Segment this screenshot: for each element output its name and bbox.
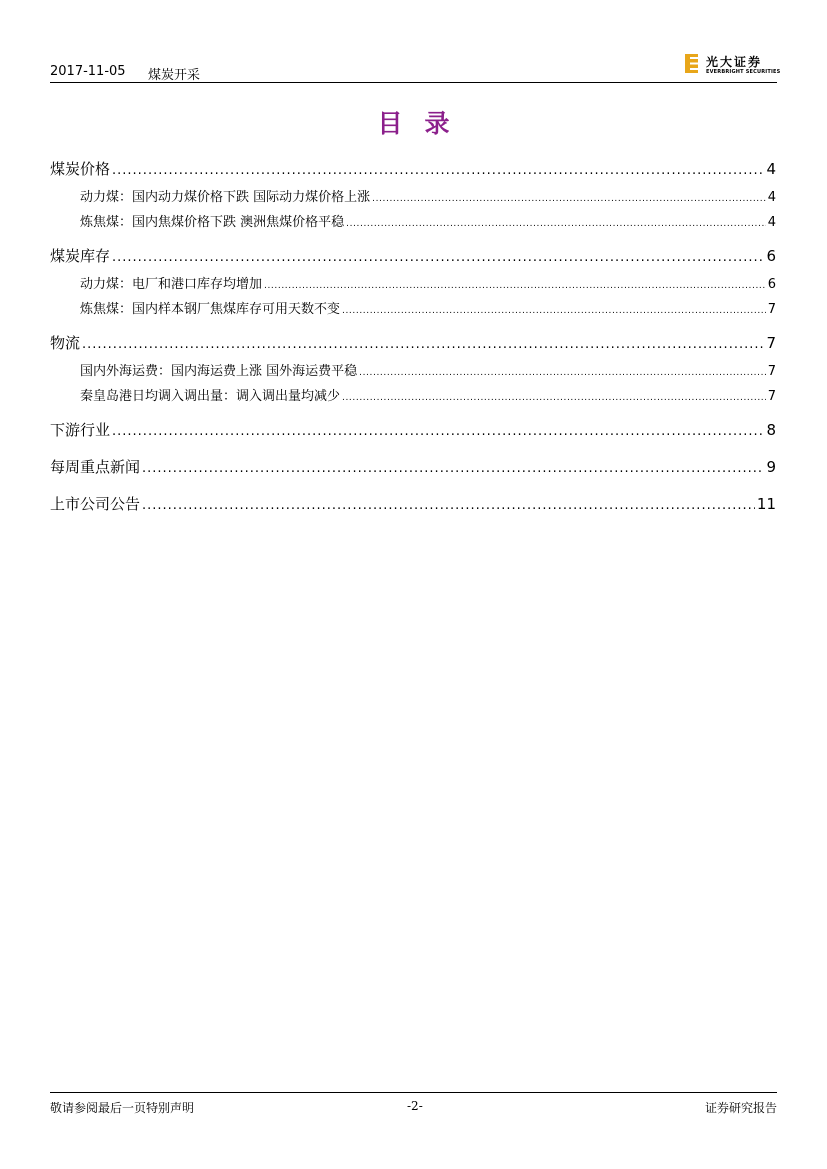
toc-entry[interactable]	[50, 419, 776, 440]
toc-dot-leader	[342, 302, 766, 317]
page-header	[50, 52, 781, 83]
toc-entry-label: 动力煤：电厂和港口库存均增加	[80, 277, 263, 292]
toc-dot-leader	[342, 389, 766, 404]
toc-entry-page: 6	[767, 277, 776, 292]
toc-entry-page: 4	[767, 215, 776, 230]
toc-entry[interactable]	[50, 456, 776, 477]
toc-entry-page: 7	[766, 334, 776, 352]
toc-entry[interactable]	[50, 332, 776, 353]
toc-entry-page: 4	[767, 190, 776, 205]
toc-entry[interactable]	[50, 245, 776, 266]
toc-dot-leader	[264, 277, 766, 292]
logo-english-text: EVERBRIGHT SECURITIES	[706, 69, 781, 75]
toc-entry-label: 煤炭价格	[50, 160, 111, 178]
toc-entry[interactable]	[80, 385, 776, 404]
toc-entry-label: 物流	[50, 334, 81, 352]
toc-entry-page: 11	[756, 495, 776, 513]
toc-dot-leader	[372, 190, 766, 205]
toc-dot-leader	[112, 421, 764, 439]
toc-entry-page: 7	[767, 389, 776, 404]
toc-entry-label: 炼焦煤：国内样本钢厂焦煤库存可用天数不变	[80, 302, 341, 317]
toc-entry-page: 4	[766, 160, 776, 178]
toc-dot-leader	[142, 458, 764, 476]
report-date: 2017-11-05	[50, 64, 126, 79]
everbright-logo	[685, 52, 781, 78]
toc-entry-page: 8	[766, 421, 776, 439]
toc-entry[interactable]	[80, 360, 776, 379]
toc-dot-leader	[112, 160, 764, 178]
toc-dot-leader	[346, 215, 766, 230]
toc-entry[interactable]	[80, 273, 776, 292]
report-type: 证券研究报告	[704, 1101, 777, 1115]
footer-disclaimer: 敬请参阅最后一页特别声明	[50, 1101, 195, 1115]
toc-entry-label: 下游行业	[50, 421, 111, 439]
toc-entry-label: 炼焦煤：国内焦煤价格下跌 澳洲焦煤价格平稳	[80, 215, 345, 230]
toc-entry-page: 7	[767, 364, 776, 379]
toc-entry-label: 国内外海运费：国内海运费上涨 国外海运费平稳	[80, 364, 358, 379]
toc-entry[interactable]	[80, 186, 776, 205]
toc-title: 目录	[377, 109, 472, 138]
toc-entry[interactable]	[80, 211, 776, 230]
toc-entry-label: 每周重点新闻	[50, 458, 141, 476]
toc-dot-leader	[82, 334, 764, 352]
toc-entry-page: 6	[766, 247, 776, 265]
toc-dot-leader	[142, 495, 755, 513]
page-number: -2-	[407, 1099, 423, 1113]
toc-entry[interactable]	[80, 298, 776, 317]
toc-entry-label: 秦皇岛港日均调入调出量：调入调出量均减少	[80, 389, 341, 404]
page-footer	[50, 1092, 777, 1117]
report-topic: 煤炭开采	[148, 68, 201, 83]
toc-entry-page: 7	[767, 302, 776, 317]
toc-entry-label: 动力煤：国内动力煤价格下跌 国际动力煤价格上涨	[80, 190, 371, 205]
everbright-logo-icon	[685, 54, 698, 73]
logo-chinese-text: 光大证券	[706, 55, 763, 69]
toc-dot-leader	[112, 247, 764, 265]
toc-entry-page: 9	[766, 458, 776, 476]
toc-dot-leader	[359, 364, 766, 379]
toc-entry-label: 上市公司公告	[50, 495, 141, 513]
toc-entry-label: 煤炭库存	[50, 247, 111, 265]
toc-entry[interactable]	[50, 493, 776, 514]
toc-entry[interactable]	[50, 158, 776, 179]
